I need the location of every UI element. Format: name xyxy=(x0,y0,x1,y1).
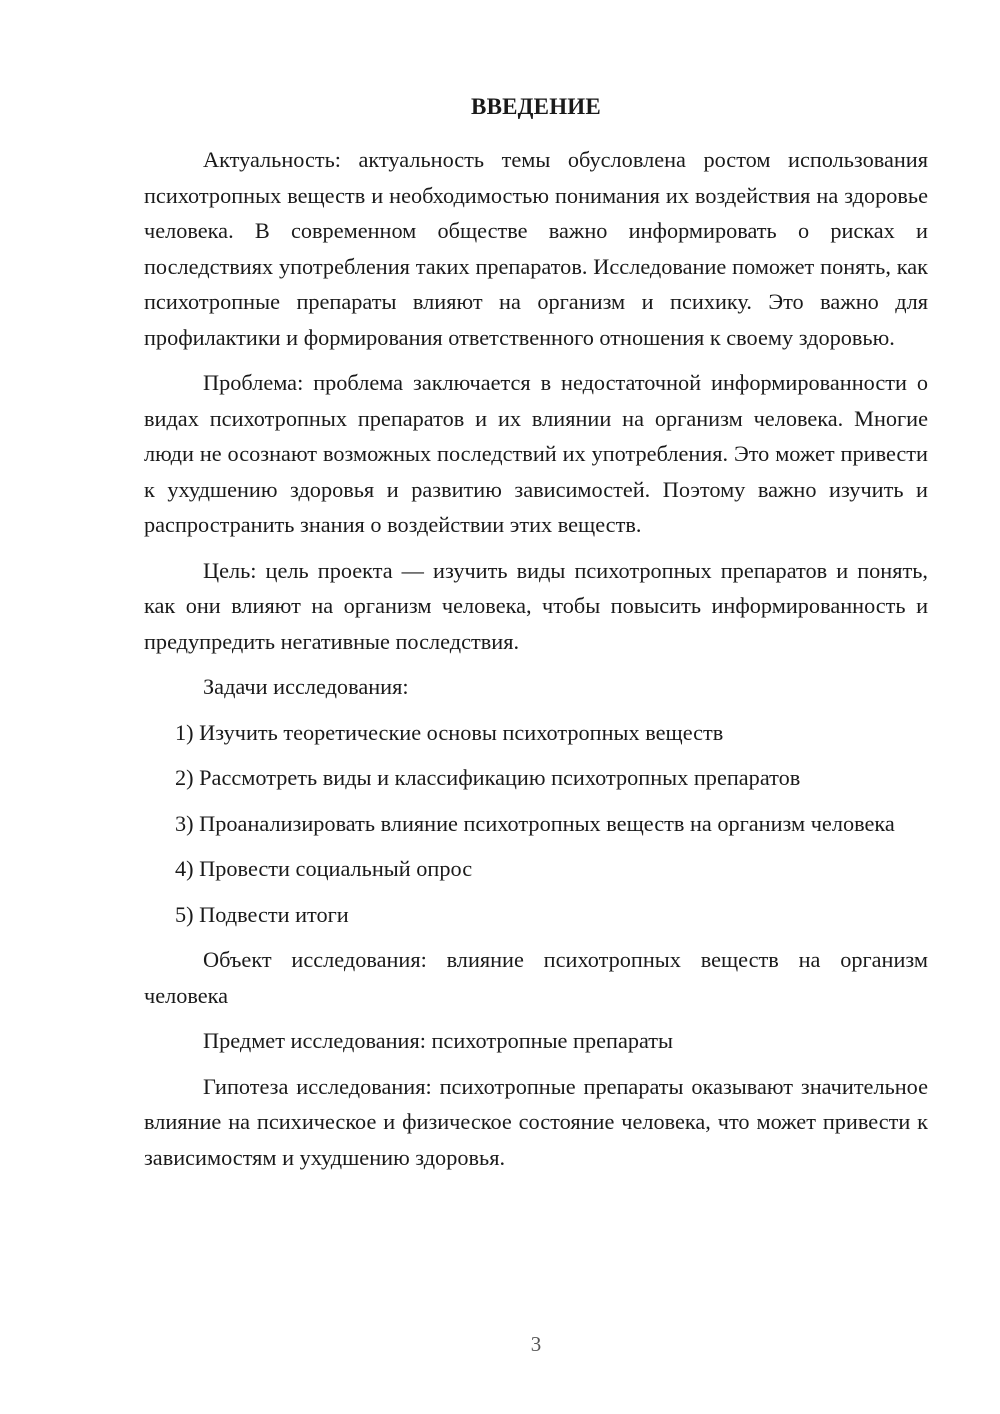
task-item: 3) Проанализировать влияние психотропных веществ на организм человека xyxy=(175,810,895,836)
problem-paragraph: Проблема: проблема заключается в недостаточной информированности о видах психотропных препаратов и их влиянии на организм человека. Многие люди не осознают возможных последствий их употребления. Это может привести к ухудшению здоровья и развитию зависимостей. Поэтому важно изучить и распространить знания о воздействии этих веществ. xyxy=(144,370,928,537)
task-item: 5) Подвести итоги xyxy=(175,901,349,927)
task-item: 2) Рассмотреть виды и классификацию психотропных препаратов xyxy=(175,765,801,790)
hypothesis-paragraph: Гипотеза исследования: психотропные препараты оказывают значительное влияние на психическое и физическое состояние человека, что может привести к зависимостям и ухудшению здоровья. xyxy=(144,1073,928,1170)
goal-paragraph: Цель: цель проекта — изучить виды психотропных препаратов и понять, как они влияют на организм человека, чтобы повысить информированность и предупредить негативные последствия. xyxy=(144,557,928,654)
page-number: 3 xyxy=(530,1332,542,1356)
tasks-heading: Задачи исследования: xyxy=(203,674,409,699)
page-title: ВВЕДЕНИЕ xyxy=(471,94,601,119)
task-item: 1) Изучить теоретические основы психотропных веществ xyxy=(175,719,724,745)
object-paragraph: Объект исследования: влияние психотропных веществ на организм человека xyxy=(144,947,928,1008)
subject-paragraph: Предмет исследования: психотропные препараты xyxy=(203,1028,674,1053)
task-item: 4) Провести социальный опрос xyxy=(175,856,473,881)
relevance-paragraph: Актуальность: актуальность темы обусловлена ростом использования психотропных веществ и необходимостью понимания их воздействия на здоровье человека. В современном обществе важно информировать о рисках и последствиях употребления таких препаратов. Исследование поможет понять, как психотропные препараты влияют на организм и психику. Это важно для профилактики и формирования ответственного отношения к своему здоровью. xyxy=(144,147,928,350)
document-body xyxy=(144,142,928,1185)
